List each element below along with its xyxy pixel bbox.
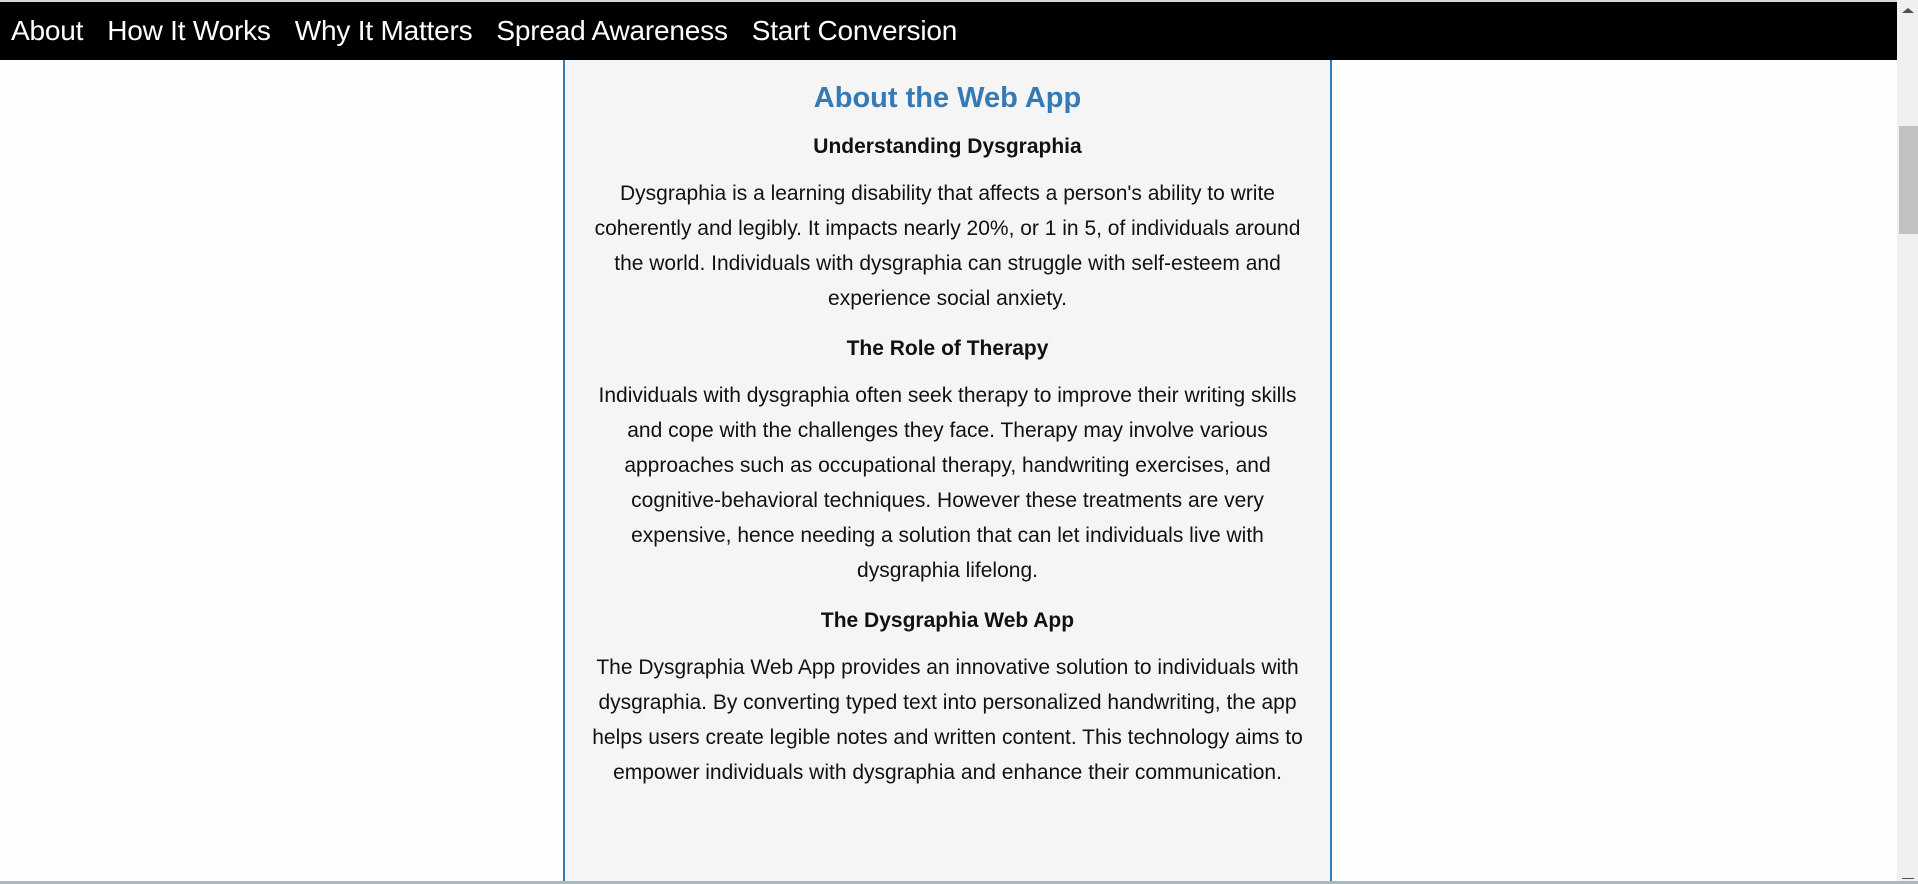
nav-link-spread-awareness[interactable]: Spread Awareness <box>496 15 728 46</box>
about-card <box>563 40 1332 881</box>
section-heading-understanding-dysgraphia: Understanding Dysgraphia <box>813 135 1082 158</box>
section-heading-dysgraphia-web-app: The Dysgraphia Web App <box>820 609 1075 632</box>
nav-link-start-conversion[interactable]: Start Conversion <box>751 15 958 46</box>
nav-link-about[interactable]: About <box>11 15 84 46</box>
section-heading-role-of-therapy: The Role of Therapy <box>846 337 1049 360</box>
nav-link-why-it-matters[interactable]: Why It Matters <box>294 15 473 46</box>
section-body-understanding-dysgraphia: Dysgraphia is a learning disability that affects a person's ability to write coherently and legibly. It impacts nearly 20%, or 1 in 5, of individuals around the world. Individuals with dysgraphia can struggle with self-esteem and experience social anxiety. <box>594 182 1301 310</box>
scroll-down-arrow-icon[interactable] <box>1902 878 1914 879</box>
vertical-scrollbar[interactable] <box>1897 0 1918 881</box>
top-navbar <box>0 2 1897 60</box>
nav-link-how-it-works[interactable]: How It Works <box>107 15 271 46</box>
scrollbar-thumb[interactable] <box>1899 126 1918 234</box>
about-card-title: About the Web App <box>813 82 1082 114</box>
section-body-dysgraphia-web-app: The Dysgraphia Web App provides an innovative solution to individuals with dysgraphia. By converting typed text into personalized handwriting, the app helps users create legible notes and written content. This technology aims to empower individuals with dysgraphia and enhance their communication. <box>592 656 1303 784</box>
section-body-role-of-therapy: Individuals with dysgraphia often seek therapy to improve their writing skills and cope with the challenges they face. Therapy may involve various approaches such as occupational therapy, handwriting exercises, and cognitive-behavioral techniques. However these treatments are very expensive, hence needing a solution that can let individuals live with dysgraphia lifelong. <box>598 384 1297 582</box>
scroll-up-arrow-icon[interactable] <box>1902 8 1914 13</box>
